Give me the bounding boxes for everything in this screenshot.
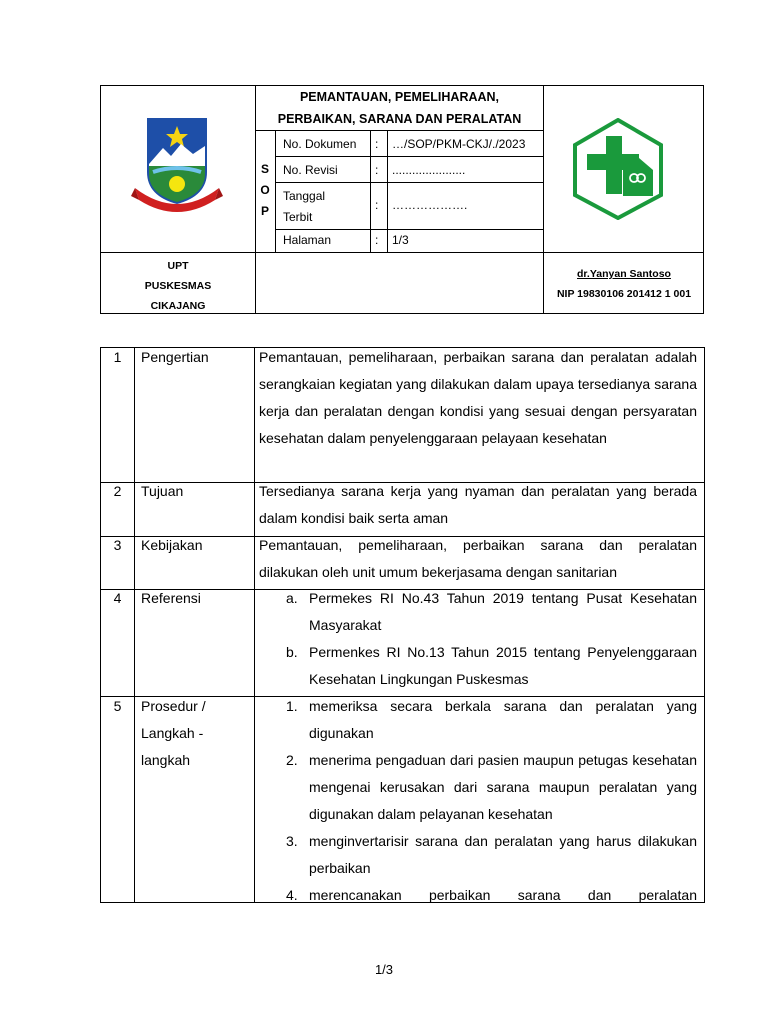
list-item-text: memeriksa secara berkala sarana dan peralatan yang digunakan <box>309 698 697 741</box>
row-label-kebijakan: Kebijakan <box>141 537 203 553</box>
divider <box>370 130 371 252</box>
sop-letter-p: P <box>260 204 269 218</box>
list-item <box>259 585 697 639</box>
org-line-1: UPT <box>167 260 189 272</box>
row-label-referensi: Referensi <box>141 590 201 606</box>
org-line-3: CIKAJANG <box>150 300 206 312</box>
signatory-name: dr.Yanyan Santoso <box>577 268 671 280</box>
org-line-2: PUSKESMAS <box>144 280 212 292</box>
organization-name <box>101 256 255 316</box>
sop-letter-o: O <box>260 183 270 197</box>
sop-header-table <box>100 85 704 314</box>
issue-date-label-line2: Terbit <box>283 210 313 224</box>
document-title <box>255 86 544 130</box>
list-item <box>259 639 697 693</box>
divider <box>275 182 543 183</box>
row-number: 5 <box>113 698 122 714</box>
list-item-text: Permenkes RI No.13 Tahun 2015 tentang Penyelenggaraan Kesehatan Lingkungan Puskesmas <box>309 644 697 687</box>
row-text-pengertian: Pemantauan, pemeliharaan, perbaikan sarana dan peralatan adalah serangkaian kegiatan yang dilakukan dalam upaya tersedianya sarana kerja dan peralatan dengan kondisi yang sesuai dengan persyaratan kesehatan dalam penyelenggaraan pelayaan kesehatan <box>259 349 697 446</box>
row-label-tujuan: Tujuan <box>141 483 184 499</box>
list-marker: 4. <box>286 887 298 903</box>
title-line-2: PERBAIKAN, SARANA DAN PERALATAN <box>277 112 522 126</box>
sop-letters <box>255 159 275 222</box>
title-line-1: PEMANTAUAN, PEMELIHARAAN, <box>299 90 500 104</box>
row-label-prosedur <box>141 693 251 774</box>
page-sep: : <box>375 233 379 247</box>
revision-sep: : <box>375 163 379 177</box>
row-text-kebijakan: Pemantauan, pemeliharaan, perbaikan sarana dan peralatan dilakukan oleh unit umum bekerjasama dengan sanitarian <box>259 537 697 580</box>
page-label: Halaman <box>283 233 332 247</box>
divider <box>387 130 388 252</box>
label-line: langkah <box>141 752 191 768</box>
list-marker: 3. <box>286 833 298 849</box>
divider <box>275 156 543 157</box>
list-marker: 1. <box>286 698 298 714</box>
label-line: Langkah - <box>141 725 204 741</box>
list-item <box>259 828 697 882</box>
page-value: 1/3 <box>392 233 409 247</box>
row-label-pengertian: Pengertian <box>141 349 209 365</box>
row-text-tujuan: Tersedianya sarana kerja yang nyaman dan peralatan yang berada dalam kondisi baik serta aman <box>259 483 697 526</box>
page-number: 1/3 <box>374 962 394 977</box>
divider <box>254 348 255 903</box>
divider <box>255 130 275 131</box>
row-number: 3 <box>113 537 122 553</box>
divider <box>275 130 543 131</box>
doc-number-label: No. Dokumen <box>283 137 357 151</box>
procedure-list <box>259 693 697 909</box>
list-marker: b. <box>286 644 298 660</box>
list-item-text: merencanakan perbaikan sarana dan peralatan <box>309 887 697 903</box>
revision-label: No. Revisi <box>283 163 338 177</box>
list-marker: 2. <box>286 752 298 768</box>
divider <box>101 252 703 253</box>
row-number: 4 <box>113 590 122 606</box>
list-item-text: Permekes RI No.43 Tahun 2019 tentang Pusat Kesehatan Masyarakat <box>309 590 697 633</box>
doc-number-sep: : <box>375 137 379 151</box>
issue-date-sep: : <box>375 198 379 212</box>
row-number: 1 <box>113 349 122 365</box>
sop-letter-s: S <box>260 162 269 176</box>
divider <box>275 130 276 252</box>
sop-content-table <box>100 347 705 903</box>
list-item <box>259 747 697 828</box>
issue-date-value: ………………. <box>392 198 468 212</box>
revision-value: ...................... <box>392 163 466 177</box>
list-item-text: menerima pengaduan dari pasien maupun petugas kesehatan mengenai kerusakan dari sarana maupun peralatan yang digunakan dalam pelayanan kesehatan <box>309 752 697 822</box>
signatory-block <box>544 264 704 304</box>
reference-list <box>259 585 697 693</box>
issue-date-label <box>283 186 325 228</box>
garut-regency-emblem-icon <box>131 116 223 216</box>
puskesmas-cross-logo-icon <box>573 118 663 220</box>
row-number: 2 <box>113 483 122 499</box>
divider <box>275 229 543 230</box>
divider <box>134 348 135 903</box>
doc-number-value: …/SOP/PKM-CKJ/./2023 <box>392 137 526 151</box>
divider <box>100 902 705 903</box>
issue-date-label-line1: Tanggal <box>283 189 326 203</box>
label-line: Prosedur / <box>141 698 206 714</box>
list-item <box>259 882 697 909</box>
list-item <box>259 693 697 747</box>
list-item-text: menginvertarisir sarana dan peralatan yang harus dilakukan perbaikan <box>309 833 697 876</box>
list-marker: a. <box>286 590 298 606</box>
signatory-nip: NIP 19830106 201412 1 001 <box>556 288 692 300</box>
